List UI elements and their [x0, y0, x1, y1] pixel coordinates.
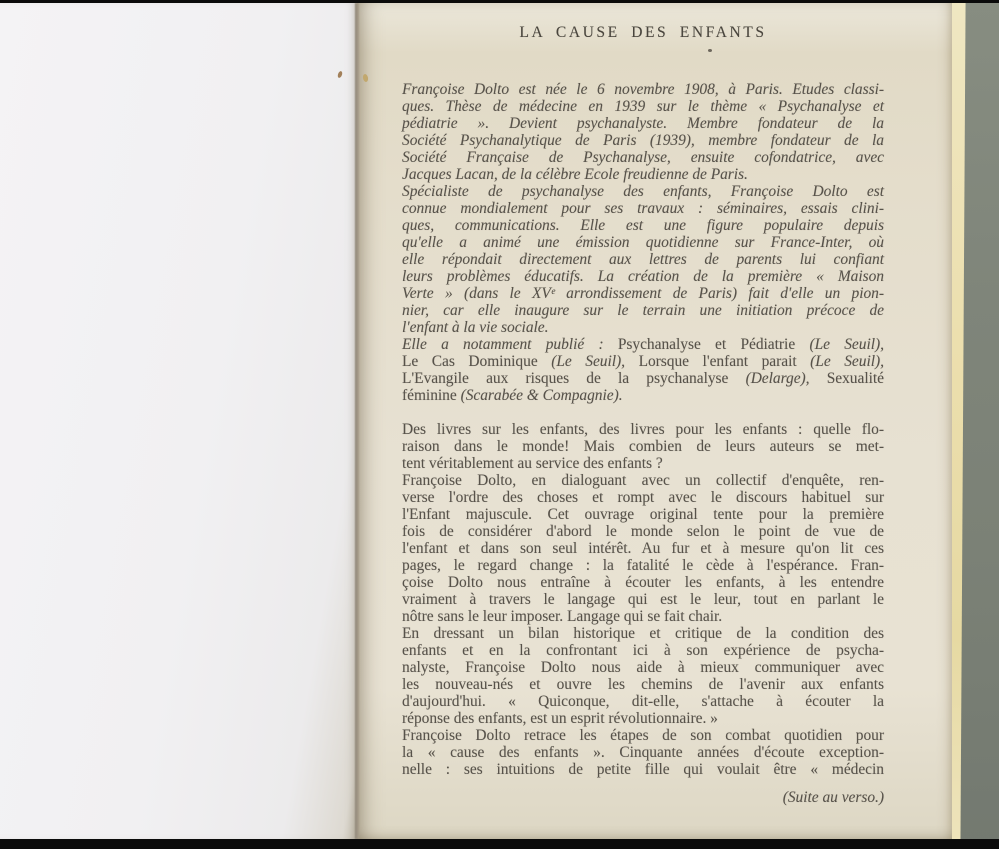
text-line	[402, 353, 884, 370]
text-line: Françoise Dolto retrace les étapes de son combat quotidien pour	[402, 727, 884, 744]
text-line: connue mondialement pour ses travaux : séminaires, essais clini-	[402, 200, 884, 217]
text-line: Françoise Dolto, en dialoguant avec un collectif d'enquête, ren-	[402, 472, 884, 489]
text-line: verse l'ordre des choses et rompt avec le discours habituel sur	[402, 489, 884, 506]
text-line	[402, 336, 884, 353]
text-line: pages, le regard change : la fatalité le cède à l'espérance. Fran-	[402, 557, 884, 574]
dust-speck	[708, 49, 712, 52]
text-line: ques, communications. Elle est une figure populaire depuis	[402, 217, 884, 234]
text-line: pédiatrie ». Devient psychanalyste. Membre fondateur de la	[402, 115, 884, 132]
text-line	[402, 387, 884, 404]
text-line: d'aujourd'hui. « Quiconque, dit-elle, s'attache à écouter la	[402, 693, 884, 710]
italic-segment: (Scarabée & Compagnie).	[460, 387, 623, 404]
text-line	[402, 370, 884, 387]
body-text	[402, 81, 884, 778]
text-line: nelle : ses intuitions de petite fille qui voulait être « médecin	[402, 761, 884, 778]
italic-segment: (Le Seuil),	[809, 336, 884, 353]
text-line: Des livres sur les enfants, des livres pour les enfants : quelle flo-	[402, 421, 884, 438]
text-line: l'enfant à la vie sociale.	[402, 319, 549, 336]
text-line: Société Psychanalytique de Paris (1939), membre fondateur de la	[402, 132, 884, 149]
text-line: Françoise Dolto est née le 6 novembre 1908, à Paris. Etudes classi-	[402, 81, 884, 98]
roman-segment: féminine	[402, 387, 461, 404]
page-gutter-shadow	[355, 3, 359, 839]
roman-segment: Le Cas Dominique	[402, 353, 552, 370]
text-line: enfants et en la confrontant ici à son expérience de psycha-	[402, 642, 884, 659]
text-line: En dressant un bilan historique et critique de la condition des	[402, 625, 884, 642]
photo-frame-top	[0, 0, 999, 3]
text-line: Spécialiste de psychanalyse des enfants, Françoise Dolto est	[402, 183, 884, 200]
text-line: Société Française de Psychanalyse, ensuite cofondatrice, avec	[402, 149, 884, 166]
text-line: elle répondait directement aux lettres de parents lui confiant	[402, 251, 884, 268]
italic-segment: (Le Seuil),	[810, 353, 884, 370]
text-line: çoise Dolto nous entraîne à écouter les enfants, à les entendre	[402, 574, 884, 591]
text-line: raison dans le monde! Mais combien de leurs auteurs se met-	[402, 438, 884, 455]
text-line: la « cause des enfants ». Cinquante années d'écoute exception-	[402, 744, 884, 761]
text-line: leurs problèmes éducatifs. La création de la première « Maison	[402, 268, 884, 285]
roman-segment: Psychanalyse et Pédiatrie	[617, 336, 810, 353]
photo-frame-bottom	[0, 839, 999, 849]
text-line: réponse des enfants, est un esprit révolutionnaire. »	[402, 710, 718, 727]
blank-left-page	[0, 3, 357, 839]
text-line: nôtre sans le leur imposer. Langage qui se fait chair.	[402, 608, 723, 625]
text-line: l'enfant et dans son seul intérêt. Au fur et à mesure qu'on lit ces	[402, 540, 884, 557]
roman-segment: L'Evangile aux risques de la psychanalyse	[402, 370, 746, 387]
paragraph-gap	[402, 404, 884, 421]
roman-segment: Lorsque l'enfant parait	[638, 353, 811, 370]
text-line: fois de considérer d'abord le monde selon le point de vue de	[402, 523, 884, 540]
text-line: qu'elle a animé une émission quotidienne sur France-Inter, où	[402, 234, 884, 251]
text-line: Jacques Lacan, de la célèbre Ecole freudienne de Paris.	[402, 166, 748, 183]
roman-segment: Sexualité	[826, 370, 884, 387]
text-line: nalyste, Françoise Dolto nous aide à mieux communiquer avec	[402, 659, 884, 676]
text-line: Verte » (dans le XVᵉ arrondissement de Paris) fait d'elle un pion-	[402, 285, 884, 302]
text-line: tent véritablement au service des enfants ?	[402, 455, 663, 472]
italic-segment: Elle a notamment publié :	[402, 336, 618, 353]
italic-segment: (Le Seuil),	[551, 353, 639, 370]
text-line: ques. Thèse de médecine en 1939 sur le thème « Psychanalyse et	[402, 98, 884, 115]
text-line: les nouveau-nés et ouvre les chemins de l'avenir aux enfants	[402, 676, 884, 693]
page-title: LA CAUSE DES ENFANTS	[519, 24, 767, 41]
text-line: vraiment à travers le langage qui est le leur, tout en parlant le	[402, 591, 884, 608]
text-line: l'Enfant majuscule. Cet ouvrage original tente pour la première	[402, 506, 884, 523]
italic-segment: (Delarge),	[745, 370, 827, 387]
footer-note: (Suite au verso.)	[782, 789, 884, 806]
book-flap-page	[357, 3, 952, 839]
text-line: nier, car elle inaugure sur le terrain une initiation précoce de	[402, 302, 884, 319]
